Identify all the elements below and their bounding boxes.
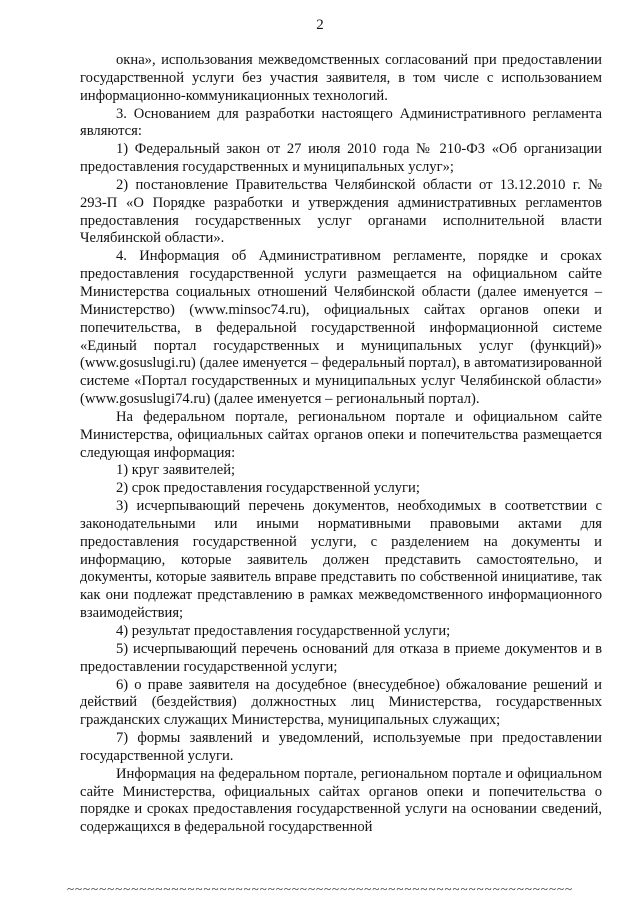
- paragraph: Информация на федеральном портале, региональном портале и официальном сайте Министерства, официальных сайтах органов опеки и попечительства о порядке и сроках предоставления государственной услуги на основании сведений, содержащихся в федеральной государственной: [80, 765, 602, 836]
- paragraph: 1) круг заявителей;: [116, 462, 236, 479]
- document-body: [80, 52, 602, 837]
- paragraph: 4) результат предоставления государственной услуги;: [116, 623, 451, 639]
- paragraph: 3) исчерпывающий перечень документов, необходимых в соответствии с законодательными или иными нормативными правовыми актами для предоставления государственной услуги, с разделением на документы и информацию, которые заявитель должен представить самостоятельно, и документы, которые заявитель вправе представить по собственной инициативе, так как они подлежат представлению в рамках межведомственного информационного взаимодействия;: [80, 498, 602, 622]
- paragraph: 4. Информация об Административном регламенте, порядке и сроках предоставления государственной услуги размещается на официальном сайте Министерства социальных отношений Челябинской области (далее именуется – Министерство) (www.minsoc74.ru), официальных сайтах органов опеки и попечительства, в федеральной государственной информационной системе «Единый портал государственных и муниципальных услуг (функций)» (www.gosuslugi.ru) (далее именуется – федеральный портал), в автоматизированной системе «Портал государственных и муниципальных услуг Челябинской области» (www.gosuslugi74.ru) (далее именуется – региональный портал).: [80, 248, 602, 408]
- paragraph: 3. Основанием для разработки настоящего Административного регламента являются:: [80, 105, 602, 140]
- page-number: 2: [316, 17, 324, 33]
- bottom-decoration: ~~~~~~~~~~~~~~~~~~~~~~~~~~~~~~~~~~~~~~~~~~~~~~~~~~~~~~~~~~~~~~~: [66, 881, 574, 896]
- paragraph: 6) о праве заявителя на досудебное (внесудебное) обжалование решений и действий (бездействия) должностных лиц Министерства, государственных гражданских служащих Министерства, муниципальных служащих;: [80, 676, 602, 729]
- paragraph: 2) срок предоставления государственной услуги;: [116, 480, 420, 497]
- paragraph: На федеральном портале, региональном портале и официальном сайте Министерства, официальных сайтах органов опеки и попечительства размещается следующая информация:: [80, 408, 602, 461]
- paragraph: 5) исчерпывающий перечень оснований для отказа в приеме документов и в предоставлении государственной услуги;: [80, 640, 602, 675]
- paragraph: 7) формы заявлений и уведомлений, используемые при предоставлении государственной услуги.: [80, 730, 602, 764]
- paragraph: окна», использования межведомственных согласований при предоставлении государственной услуги без участия заявителя, в том числе с использованием информационно-коммуникационных технологий.: [80, 52, 602, 104]
- paragraph: 1) Федеральный закон от 27 июля 2010 года № 210-ФЗ «Об организации предоставления государственных и муниципальных услуг»;: [80, 141, 602, 176]
- paragraph: 2) постановление Правительства Челябинской области от 13.12.2010 г. № 293-П «О Порядке разработки и утверждения административных регламентов предоставления государственных услуг органами исполнительной власти Челябинской области».: [80, 176, 602, 247]
